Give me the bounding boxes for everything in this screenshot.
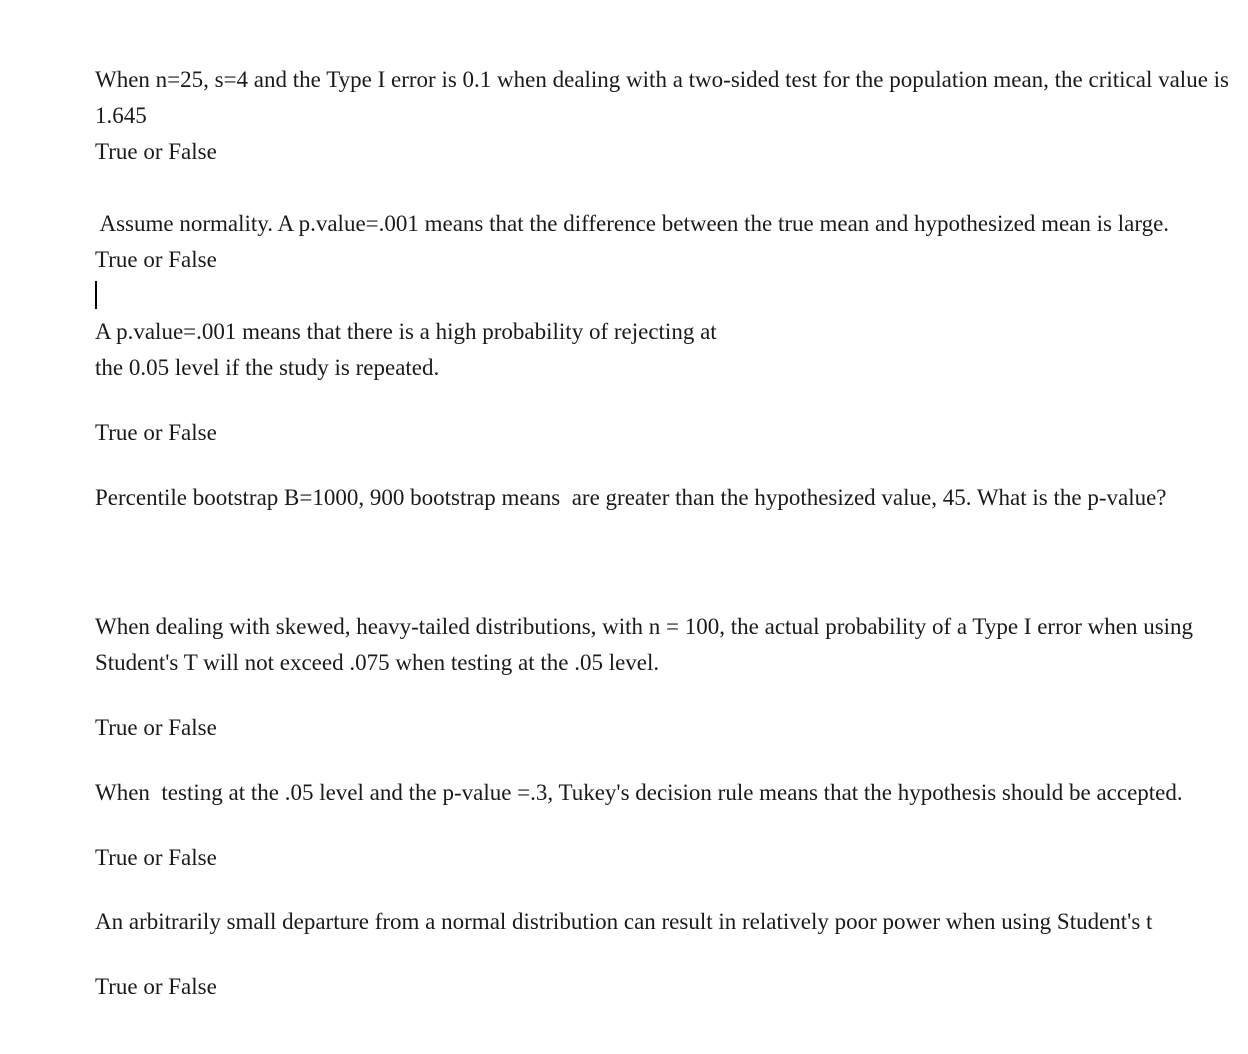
question-1-answer: True or False xyxy=(95,139,217,164)
question-3-answer: True or False xyxy=(95,420,217,445)
question-3-line-1: A p.value=.001 means that there is a high probability of rejecting at xyxy=(95,319,717,344)
question-2-line-1: Assume normality. A p.value=.001 means that the difference between the true mean and hypothesized mean is large. xyxy=(95,211,1170,236)
question-3-line-2: the 0.05 level if the study is repeated. xyxy=(95,355,440,380)
question-6-answer: True or False xyxy=(95,845,217,870)
question-7-answer: True or False xyxy=(95,974,217,999)
question-4-line-1: Percentile bootstrap B=1000, 900 bootstrap means are greater than the hypothesized value, 45. What is the p-value? xyxy=(95,485,1167,510)
question-5-line-1: When dealing with skewed, heavy-tailed distributions, with n = 100, the actual probability of a Type I error when using xyxy=(95,614,1194,639)
question-7-line-1: An arbitrarily small departure from a normal distribution can result in relatively poor power when using Student's t xyxy=(95,909,1153,934)
question-5-answer: True or False xyxy=(95,715,217,740)
question-2-answer: True or False xyxy=(95,247,217,272)
question-1-line-2: 1.645 xyxy=(95,103,147,128)
question-6-line-1: When testing at the .05 level and the p-value =.3, Tukey's decision rule means that the hypothesis should be accepted. xyxy=(95,780,1183,805)
question-5-line-2: Student's T will not exceed .075 when testing at the .05 level. xyxy=(95,650,660,675)
text-cursor xyxy=(95,281,97,309)
question-1-line-1: When n=25, s=4 and the Type I error is 0.1 when dealing with a two-sided test for the population mean, the critical value is xyxy=(95,67,1229,92)
